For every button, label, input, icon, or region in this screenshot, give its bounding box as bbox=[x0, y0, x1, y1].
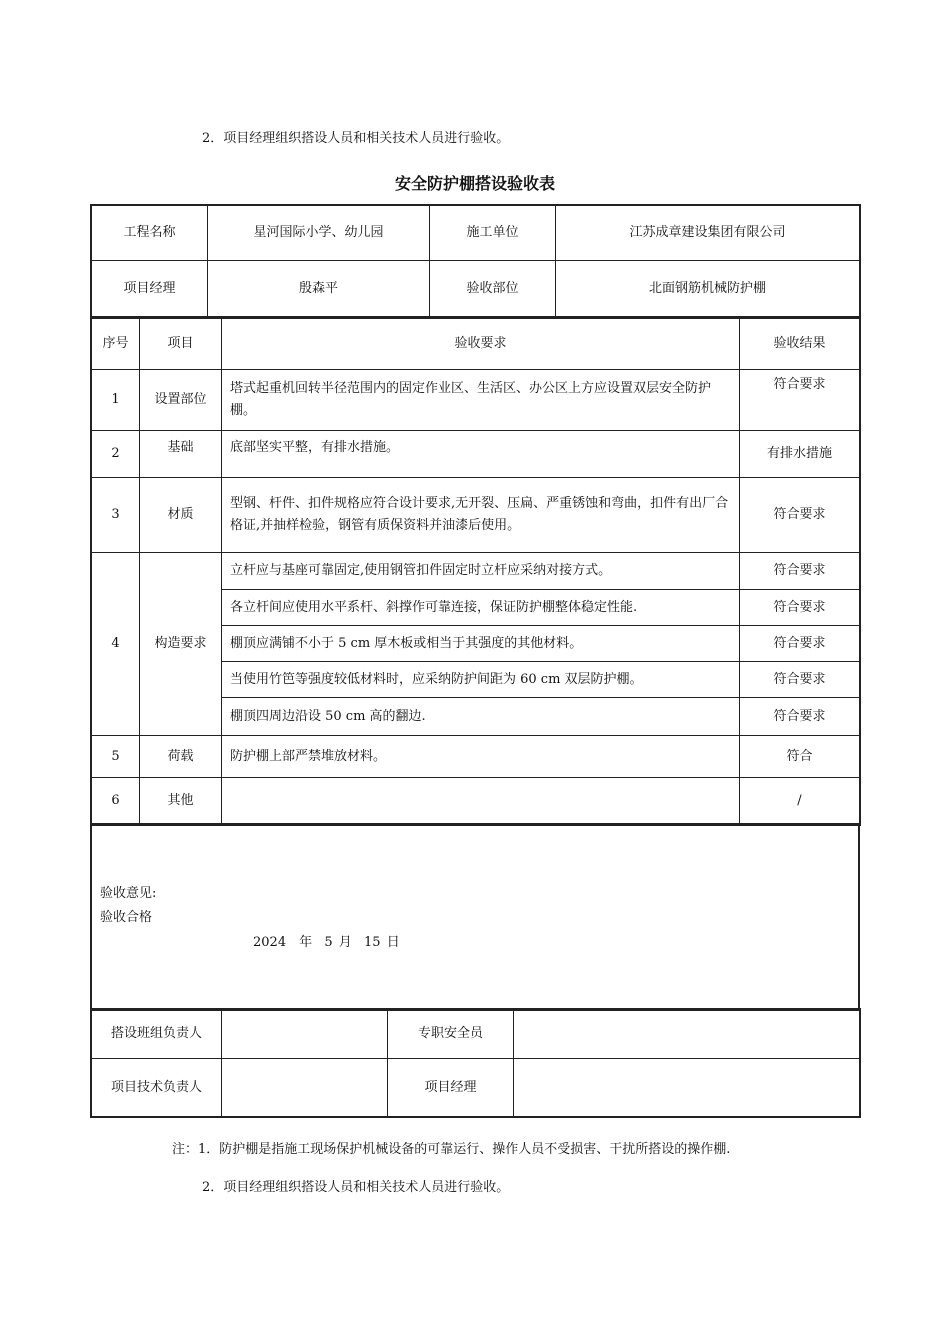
team-leader-signature bbox=[222, 1010, 388, 1059]
page-title: 安全防护棚搭设验收表 bbox=[394, 174, 555, 193]
inspection-date: 2024 年 5 月 15 日 bbox=[253, 935, 400, 950]
row-no: 4 bbox=[92, 553, 140, 736]
sub-requirement: 棚顶四周边沿设 50 cm 高的翻边. bbox=[222, 698, 740, 736]
row-result: / bbox=[740, 778, 860, 825]
sub-result: 符合要求 bbox=[740, 626, 860, 662]
row-requirement: 底部坚实平整，有排水措施。 bbox=[222, 431, 740, 478]
project-name: 星河国际小学、幼儿园 bbox=[208, 206, 430, 261]
tech-lead-label: 项目技术负责人 bbox=[92, 1059, 222, 1117]
row-item: 其他 bbox=[140, 778, 222, 825]
sub-result: 符合要求 bbox=[740, 698, 860, 736]
row-no: 1 bbox=[92, 370, 140, 431]
row-requirement: 防护棚上部严禁堆放材料。 bbox=[222, 736, 740, 778]
col-result-header: 验收结果 bbox=[740, 318, 860, 370]
top-note: 2．项目经理组织搭设人员和相关技术人员进行验收。 bbox=[202, 131, 510, 146]
col-item-header: 项目 bbox=[140, 318, 222, 370]
tech-lead-signature bbox=[222, 1059, 388, 1117]
row-result: 有排水措施 bbox=[740, 431, 860, 478]
sub-requirement: 各立杆间应使用水平系杆、斜撑作可靠连接，保证防护棚整体稳定性能. bbox=[222, 590, 740, 626]
row-result: 符合要求 bbox=[740, 478, 860, 553]
table-row bbox=[92, 778, 860, 825]
table-row bbox=[92, 478, 860, 553]
sub-result: 符合要求 bbox=[740, 590, 860, 626]
row-item: 构造要求 bbox=[140, 553, 222, 736]
table-row bbox=[92, 736, 860, 778]
signature-table bbox=[91, 1009, 860, 1117]
row-result: 符合 bbox=[740, 736, 860, 778]
row-no: 3 bbox=[92, 478, 140, 553]
opinion-value: 验收合格 bbox=[100, 910, 153, 925]
row-requirement: 塔式起重机回转半径范围内的固定作业区、生活区、办公区上方应设置双层安全防护棚。 bbox=[222, 370, 740, 431]
row-requirement bbox=[222, 778, 740, 825]
row-requirement: 型钢、杆件、扣件规格应符合设计要求,无开裂、压扁、严重锈蚀和弯曲，扣件有出厂合格证,并抽样检验，钢管有质保资料并油漆后使用。 bbox=[222, 478, 740, 553]
table-row bbox=[92, 431, 860, 478]
col-requirement-header: 验收要求 bbox=[222, 318, 740, 370]
sub-requirement: 当使用竹笆等强度较低材料时，应采纳防护间距为 60 cm 双层防护棚。 bbox=[222, 662, 740, 698]
row-item: 材质 bbox=[140, 478, 222, 553]
opinion-box bbox=[91, 824, 859, 1010]
safety-officer-label: 专职安全员 bbox=[388, 1010, 514, 1059]
table-row bbox=[92, 370, 860, 431]
row-result: 符合要求 bbox=[740, 370, 860, 431]
footnote-1: 注：1．防护棚是指施工现场保护机械设备的可靠运行、操作人员不受损害、干扰所搭设的操作棚. bbox=[172, 1142, 731, 1157]
row-item: 基础 bbox=[140, 431, 222, 478]
row-item: 设置部位 bbox=[140, 370, 222, 431]
table-row bbox=[92, 553, 860, 590]
row-no: 2 bbox=[92, 431, 140, 478]
project-name-label: 工程名称 bbox=[92, 206, 208, 261]
header-table bbox=[91, 205, 860, 318]
contractor-label: 施工单位 bbox=[430, 206, 556, 261]
footnote-2: 2．项目经理组织搭设人员和相关技术人员进行验收。 bbox=[202, 1180, 510, 1195]
manager-signature bbox=[514, 1059, 860, 1117]
inspection-table bbox=[91, 317, 860, 825]
sub-requirement: 棚顶应满铺不小于 5 cm 厚木板或相当于其强度的其他材料。 bbox=[222, 626, 740, 662]
location-label: 验收部位 bbox=[430, 261, 556, 318]
opinion-cell bbox=[92, 825, 859, 1010]
team-leader-label: 搭设班组负责人 bbox=[92, 1010, 222, 1059]
row-no: 6 bbox=[92, 778, 140, 825]
row-no: 5 bbox=[92, 736, 140, 778]
location: 北面钢筋机械防护棚 bbox=[556, 261, 860, 318]
sub-requirement: 立杆应与基座可靠固定,使用钢管扣件固定时立杆应采纳对接方式。 bbox=[222, 553, 740, 590]
col-no-header: 序号 bbox=[92, 318, 140, 370]
contractor: 江苏成章建设集团有限公司 bbox=[556, 206, 860, 261]
opinion-label: 验收意见: bbox=[100, 886, 157, 901]
sub-result: 符合要求 bbox=[740, 662, 860, 698]
safety-officer-signature bbox=[514, 1010, 860, 1059]
manager-label: 项目经理 bbox=[92, 261, 208, 318]
sub-result: 符合要求 bbox=[740, 553, 860, 590]
signature-manager-label: 项目经理 bbox=[388, 1059, 514, 1117]
manager-name: 殷森平 bbox=[208, 261, 430, 318]
row-item: 荷载 bbox=[140, 736, 222, 778]
